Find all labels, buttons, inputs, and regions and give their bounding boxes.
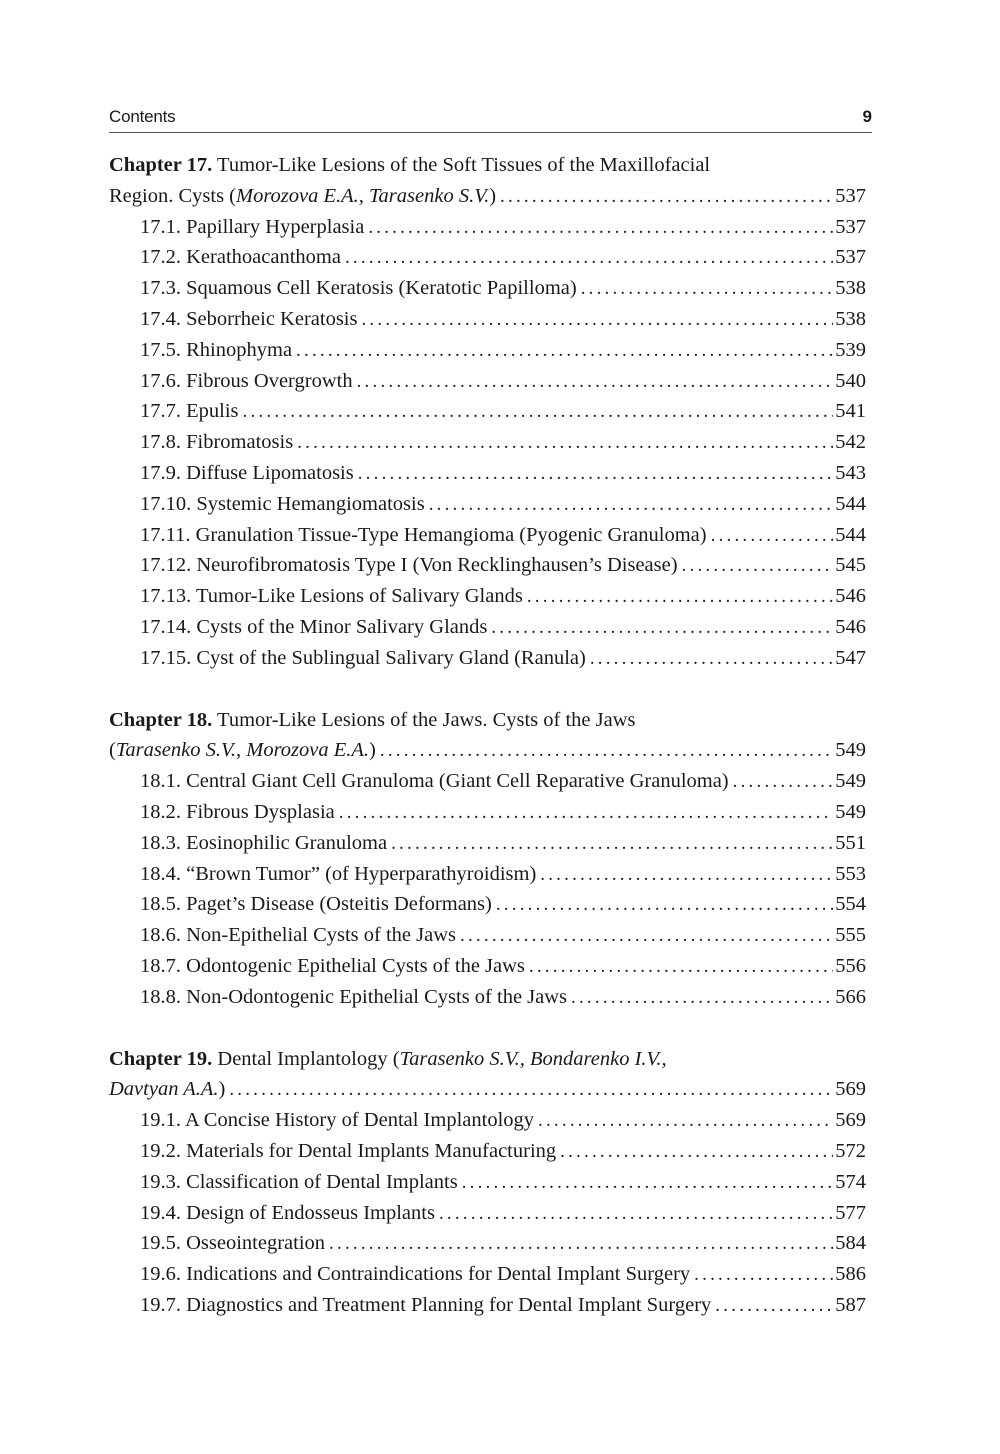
- page-ref: 543: [835, 461, 866, 484]
- page-ref: 566: [835, 985, 866, 1008]
- toc-entry[interactable]: [109, 859, 866, 890]
- section-title: 17.8. Fibromatosis: [140, 431, 294, 454]
- dot-leader: [694, 1260, 833, 1291]
- dot-leader: [500, 182, 833, 213]
- dot-leader: [357, 367, 834, 398]
- dot-leader: [361, 305, 833, 336]
- page-ref: 587: [835, 1293, 866, 1316]
- page-ref: 549: [835, 800, 866, 823]
- section-title: 17.10. Systemic Hemangiomatosis: [140, 492, 425, 515]
- section-title: 17.1. Papillary Hyperplasia: [140, 215, 365, 238]
- dot-leader: [560, 1137, 833, 1168]
- toc-entry[interactable]: [109, 181, 866, 212]
- section-title: 17.14. Cysts of the Minor Salivary Glands: [140, 615, 488, 638]
- section-title: 17.6. Fibrous Overgrowth: [140, 369, 353, 392]
- dot-leader: [439, 1199, 833, 1230]
- chapter-title-cont: [109, 181, 496, 212]
- section-title: 19.2. Materials for Dental Implants Manufacturing: [140, 1139, 557, 1162]
- dot-leader: [391, 829, 833, 860]
- toc-entry[interactable]: [109, 304, 866, 335]
- dot-leader: [571, 983, 833, 1014]
- chapter-title-line: [109, 150, 866, 181]
- chapter-label: Chapter 17.: [109, 154, 213, 176]
- page-ref: 546: [835, 615, 866, 638]
- section-title: 19.6. Indications and Contraindications for Dental Implant Surgery: [140, 1263, 691, 1286]
- running-header-title: Contents: [109, 107, 176, 126]
- dot-leader: [296, 336, 833, 367]
- toc-entry[interactable]: [109, 889, 866, 920]
- toc-entry[interactable]: [109, 1228, 866, 1259]
- chapter-title-text: Dental Implantology (: [217, 1047, 400, 1070]
- section-title: 18.5. Paget’s Disease (Osteitis Deformans): [140, 893, 492, 916]
- chapter-authors: Tarasenko S.V., Morozova E.A.: [115, 739, 370, 762]
- section-title: 18.8. Non-Odontogenic Epithelial Cysts of the Jaws: [140, 985, 568, 1008]
- dot-leader: [527, 582, 833, 613]
- toc-entry[interactable]: [109, 1167, 866, 1198]
- chapter-title: [109, 150, 710, 181]
- page-ref: 547: [835, 646, 866, 669]
- chapter-authors: Tarasenko S.V., Bondarenko I.V.,: [399, 1047, 667, 1070]
- dot-leader: [243, 397, 834, 428]
- page-ref: 574: [835, 1170, 866, 1193]
- toc-chapter: [109, 150, 866, 674]
- toc-entry[interactable]: [109, 612, 866, 643]
- section-title: 17.5. Rhinophyma: [140, 338, 293, 361]
- section-title: 17.3. Squamous Cell Keratosis (Keratotic Papilloma): [140, 277, 577, 300]
- page-ref: 537: [835, 246, 866, 269]
- running-header: [109, 106, 872, 133]
- section-title: 17.15. Cyst of the Sublingual Salivary Gland (Ranula): [140, 646, 586, 669]
- dot-leader: [358, 459, 834, 490]
- dot-leader: [460, 921, 833, 952]
- chapter-title: [109, 1044, 667, 1075]
- page-ref: 555: [835, 924, 866, 947]
- toc-entry[interactable]: [109, 982, 866, 1013]
- chapter-label: Chapter 19.: [109, 1047, 213, 1070]
- page-ref: 572: [835, 1139, 866, 1162]
- chapter-label: Chapter 18.: [109, 708, 213, 731]
- page-ref: 544: [835, 492, 866, 515]
- page-ref: 577: [835, 1201, 866, 1224]
- toc-entry[interactable]: [109, 1074, 866, 1105]
- section-title: 19.4. Design of Endosseus Implants: [140, 1201, 435, 1224]
- toc-entry[interactable]: [109, 951, 866, 982]
- dot-leader: [715, 1291, 833, 1322]
- page-ref: 537: [835, 215, 866, 238]
- dot-leader: [711, 521, 834, 552]
- chapter-title-text: (: [109, 739, 116, 762]
- page-ref: 537: [835, 184, 866, 207]
- chapter-title: [109, 705, 636, 736]
- page-ref: 569: [835, 1109, 866, 1132]
- section-title: 17.12. Neurofibromatosis Type I (Von Recklinghausen’s Disease): [140, 554, 678, 577]
- toc-entry[interactable]: [109, 273, 866, 304]
- page-ref: 542: [835, 431, 866, 454]
- chapter-title-text: Tumor-Like Lesions of the Jaws. Cysts of the Jaws: [217, 708, 636, 731]
- chapter-title-text: Tumor-Like Lesions of the Soft Tissues of the Maxillofacial: [217, 154, 711, 176]
- toc-entry[interactable]: [109, 335, 866, 366]
- chapter-title-cont: [109, 735, 376, 766]
- toc-entry[interactable]: [109, 212, 866, 243]
- page-ref: 549: [835, 739, 866, 762]
- section-title: 19.3. Classification of Dental Implants: [140, 1170, 458, 1193]
- dot-leader: [462, 1168, 834, 1199]
- toc-entry[interactable]: [109, 828, 866, 859]
- dot-leader: [229, 1075, 833, 1106]
- page-ref: 540: [835, 369, 866, 392]
- page-ref: 538: [835, 277, 866, 300]
- section-title: 19.5. Osseointegration: [140, 1232, 326, 1255]
- section-title: 19.1. A Concise History of Dental Implantology: [140, 1109, 535, 1132]
- section-title: 17.2. Kerathoacanthoma: [140, 246, 341, 269]
- dot-leader: [380, 736, 833, 767]
- toc-entry[interactable]: [109, 550, 866, 581]
- toc-entry[interactable]: [109, 1259, 866, 1290]
- chapter-title-line: [109, 1044, 866, 1075]
- toc-entry[interactable]: [109, 427, 866, 458]
- dot-leader: [733, 767, 834, 798]
- section-title: 18.3. Eosinophilic Granuloma: [140, 831, 388, 854]
- toc-entry[interactable]: [109, 643, 866, 674]
- toc-chapter: [109, 705, 866, 1013]
- page-ref: 549: [835, 770, 866, 793]
- toc-chapter: [109, 1044, 866, 1321]
- page-number: 9: [862, 107, 872, 126]
- chapter-title-close: ): [489, 184, 497, 207]
- toc-entry[interactable]: [109, 242, 866, 273]
- dot-leader: [529, 952, 833, 983]
- chapter-title-close: ): [369, 739, 376, 762]
- dot-leader: [581, 274, 834, 305]
- toc-entry[interactable]: [109, 797, 866, 828]
- dot-leader: [590, 644, 833, 675]
- section-title: 18.6. Non-Epithelial Cysts of the Jaws: [140, 924, 457, 947]
- section-title: 17.4. Seborrheic Keratosis: [140, 307, 358, 330]
- section-title: 18.2. Fibrous Dysplasia: [140, 800, 335, 823]
- page-ref: 586: [835, 1263, 866, 1286]
- page-ref: 538: [835, 307, 866, 330]
- section-title: 17.13. Tumor-Like Lesions of Salivary Glands: [140, 585, 523, 608]
- toc-entry[interactable]: [109, 581, 866, 612]
- section-title: 18.1. Central Giant Cell Granuloma (Giant Cell Reparative Granuloma): [140, 770, 729, 793]
- page-ref: 556: [835, 954, 866, 977]
- section-title: 18.4. “Brown Tumor” (of Hyperparathyroidism): [140, 862, 537, 885]
- toc-entry[interactable]: [109, 1290, 866, 1321]
- dot-leader: [345, 243, 833, 274]
- page-ref: 546: [835, 585, 866, 608]
- page-ref: 544: [835, 523, 866, 546]
- page-ref: 551: [835, 831, 866, 854]
- page-ref: 541: [835, 400, 866, 423]
- chapter-title-cont: [109, 1074, 225, 1105]
- dot-leader: [682, 551, 834, 582]
- page-ref: 569: [835, 1078, 866, 1101]
- toc-entry[interactable]: [109, 1198, 866, 1229]
- toc-entry[interactable]: [109, 920, 866, 951]
- dot-leader: [339, 798, 834, 829]
- dot-leader: [297, 428, 833, 459]
- section-title: 19.7. Diagnostics and Treatment Planning for Dental Implant Surgery: [140, 1293, 712, 1316]
- chapter-authors: Morozova E.A., Tarasenko S.V.: [236, 184, 490, 207]
- table-of-contents: [109, 150, 866, 1352]
- section-title: 17.11. Granulation Tissue-Type Hemangioma (Pyogenic Granuloma): [140, 523, 707, 546]
- toc-entry[interactable]: [109, 458, 866, 489]
- toc-entry[interactable]: [109, 735, 866, 766]
- dot-leader: [429, 490, 834, 521]
- dot-leader: [496, 890, 833, 921]
- toc-entry[interactable]: [109, 1136, 866, 1167]
- section-title: 17.7. Epulis: [140, 400, 239, 423]
- dot-leader: [491, 613, 833, 644]
- dot-leader: [329, 1229, 833, 1260]
- section-title: 18.7. Odontogenic Epithelial Cysts of the Jaws: [140, 954, 525, 977]
- page-ref: 553: [835, 862, 866, 885]
- toc-entry[interactable]: [109, 366, 866, 397]
- toc-entry[interactable]: [109, 489, 866, 520]
- section-title: 17.9. Diffuse Lipomatosis: [140, 461, 354, 484]
- toc-entry[interactable]: [109, 520, 866, 551]
- chapter-title-text: Region. Cysts (: [109, 184, 236, 207]
- page-ref: 545: [835, 554, 866, 577]
- dot-leader: [368, 213, 833, 244]
- toc-entry[interactable]: [109, 396, 866, 427]
- dot-leader: [538, 1106, 833, 1137]
- page-ref: 554: [835, 893, 866, 916]
- dot-leader: [540, 860, 833, 891]
- page-ref: 584: [835, 1232, 866, 1255]
- chapter-title-line: [109, 705, 866, 736]
- chapter-authors: Davtyan A.A.: [109, 1078, 219, 1101]
- toc-entry[interactable]: [109, 766, 866, 797]
- page-ref: 539: [835, 338, 866, 361]
- toc-entry[interactable]: [109, 1105, 866, 1136]
- chapter-title-close: ): [218, 1078, 226, 1101]
